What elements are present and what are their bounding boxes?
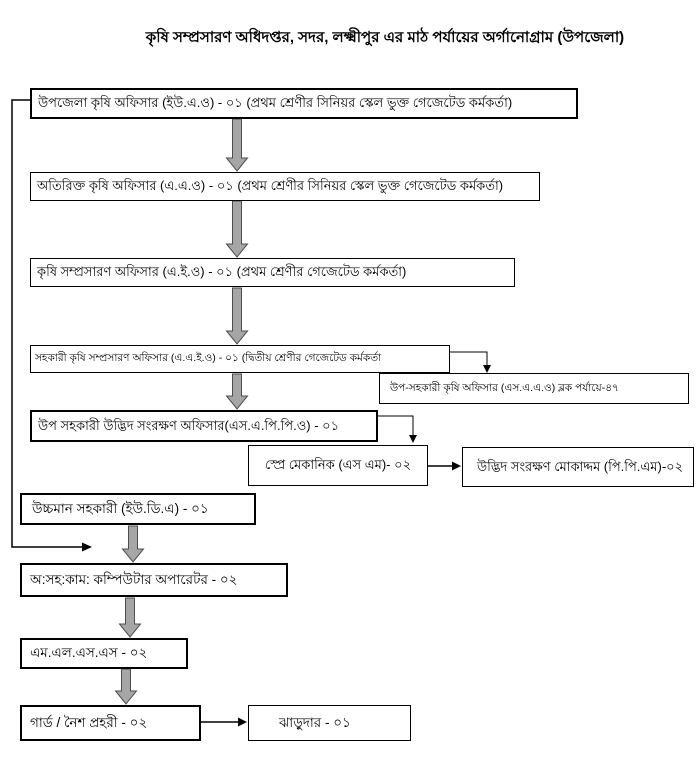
box-plant-protection-mokaddam: উদ্ভিদ সংরক্ষণ মোকাদ্দম (পি.পি.এম)-০২ <box>462 447 694 487</box>
box-sub-assistant-plant-protection-officer: উপ সহকারী উদ্ভিদ সংরক্ষণ অফিসার(এস.এ.পি.পি.ও) - ০১ <box>30 410 378 442</box>
box-sub-assistant-agriculture-officer: উপ-সহকারী কৃষি অফিসার (এস.এ.এ.ও) ব্লক পর্যায়ে-৪৭ <box>379 373 689 404</box>
down-block-arrow-1-icon <box>227 119 248 171</box>
box-office-assistant-computer-operator: অ:সহ:কাম: কম্পিউটার অপারেটর - ০২ <box>20 563 288 597</box>
left-loop-connector <box>12 100 84 547</box>
down-block-arrow-6-icon <box>120 598 141 637</box>
box-spray-mechanic: স্প্রে মেকানিক (এস এম)- ০২ <box>248 445 428 486</box>
box-sweeper: ঝাড়ুদার - ০১ <box>248 705 411 741</box>
elbow-to-spray-mechanic-connector <box>378 416 413 436</box>
box-upper-division-assistant: উচ্চমান সহকারী (ইউ.ডি.এ) - ০১ <box>20 493 256 525</box>
box-additional-agriculture-officer: অতিরিক্ত কৃষি অফিসার (এ.এ.ও) - ০১ (প্রথম শ্রেণীর সিনিয়র স্কেল ভুক্ত গেজেটেড কর্মকর্তা) <box>30 172 540 201</box>
left-loop-arrowhead-icon <box>82 543 92 552</box>
box-upazila-agriculture-officer: উপজেলা কৃষি অফিসার (ইউ.এ.ও) - ০১ (প্রথম শ্রেণীর সিনিয়র স্কেল ভুক্ত গেজেটেড কর্মকর্তা) <box>30 88 578 119</box>
page-title: কৃষি সম্প্রসারণ অধিদপ্তর, সদর, লক্ষ্মীপুর এর মাঠ পর্যায়ের অর্গানোগ্রাম (উপজেলা) <box>145 29 625 46</box>
box-assistant-agriculture-extension-officer: সহকারী কৃষি সম্প্রসারণ অফিসার (এ.এ.ই.ও) - ০১ (দ্বিতীয় শ্রেণীর গেজেটেড কর্মকর্তা <box>30 345 450 373</box>
down-block-arrow-7-icon <box>116 669 137 704</box>
down-block-arrow-5-icon <box>123 526 144 562</box>
guard-to-sweeper-arrowhead-icon <box>238 718 247 727</box>
box-guard-night-watchman: গার্ড / নৈশ প্রহরী - ০২ <box>20 705 201 741</box>
elbow-to-spray-mechanic-arrowhead-icon <box>409 435 417 443</box>
elbow-to-saao-connector <box>450 352 487 367</box>
sm-to-ppm-arrowhead-icon <box>452 462 461 471</box>
down-block-arrow-2-icon <box>227 201 248 257</box>
box-mlss: এম.এল.এস.এস - ০২ <box>20 638 188 669</box>
box-agriculture-extension-officer: কৃষি সম্প্রসারণ অফিসার (এ.ই.ও) - ০১ (প্রথম শ্রেণীর গেজেটেড কর্মকর্তা) <box>30 258 515 287</box>
elbow-to-saao-arrowhead-icon <box>483 365 491 373</box>
down-block-arrow-4-icon <box>227 374 248 409</box>
down-block-arrow-3-icon <box>227 288 248 344</box>
